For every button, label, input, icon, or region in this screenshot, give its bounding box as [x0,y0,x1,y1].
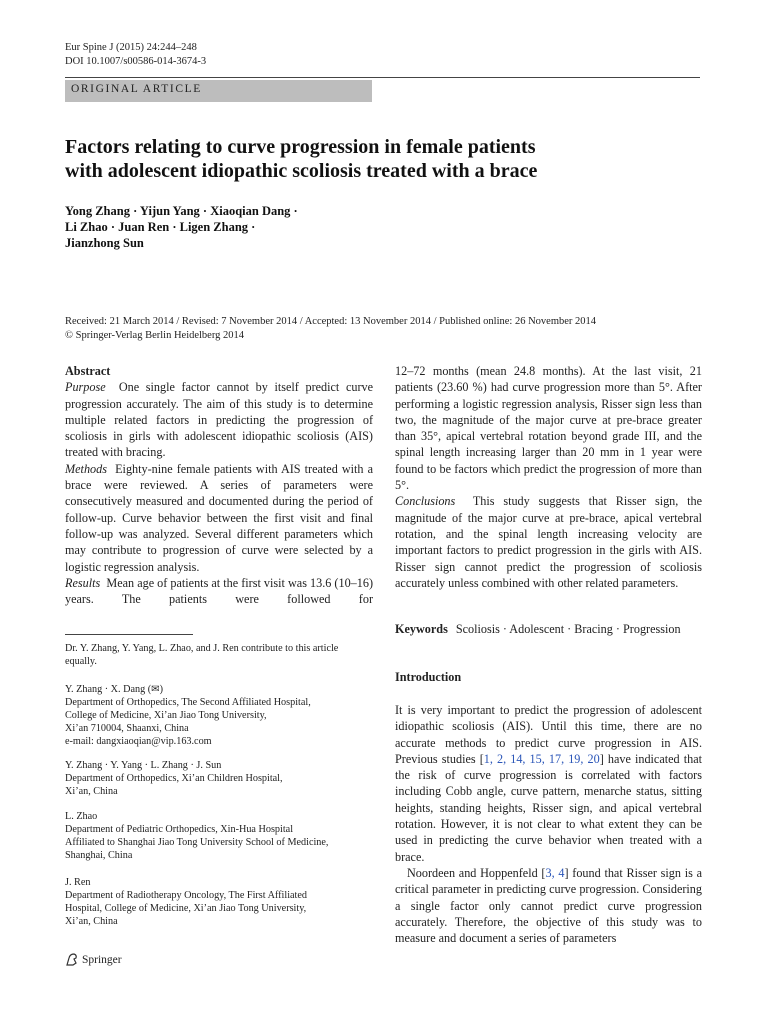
article-title [65,135,705,183]
publication-history [65,315,705,343]
contribution-line-1: Dr. Y. Zhang, Y. Yang, L. Zhao, and J. Ren contribute to this article [65,643,339,654]
aff1-line: Xi’an 710004, Shaanxi, China [65,723,189,734]
aff4-line: Department of Radiotherapy Oncology, The First Affiliated [65,890,307,901]
authors-line-3: Jianzhong Sun [65,236,144,250]
authors-line-1: Yong Zhang · Yijun Yang · Xiaoqian Dang · [65,204,298,218]
keywords-label: Keywords [395,622,448,636]
conclusions-text: This study suggests that Risser sign, the magnitude of the major curve at pre-brace, apical vertebral rotation, and the spinal length increasing velocity are important factors to predict progression in the girls with AIS. Risser sign cannot predict the progression of scoliosis accurately unless combined with other related parameters. [395,494,702,590]
abstract-conclusions [395,493,702,591]
article-type-banner [65,80,372,102]
results-text-part2: 12–72 months (mean 24.8 months). At the last visit, 21 patients (23.60 %) had curve progression more than 5°. After performing a logistic regression analysis, Risser sign less than two, the magnitude of the major curve at pre-brace greater than 35°, apical vertebral rotation beyond grade III, and the spinal length increasing larger than 20 mm in 1 year were found to be factors which predict the progression of more than 5°. [395,364,702,493]
aff2-authors: Y. Zhang · Y. Yang · L. Zhang · J. Sun [65,760,222,771]
methods-label: Methods [65,461,107,476]
contribution-line-2: equally. [65,656,97,667]
article-type-label: ORIGINAL ARTICLE [71,83,202,95]
title-line-2: with adolescent idiopathic scoliosis treated with a brace [65,160,538,182]
aff1-line: Department of Orthopedics, The Second Affiliated Hospital, [65,697,311,708]
introduction-body [395,702,702,946]
results-label: Results [65,575,101,590]
aff4-line: Xi’an, China [65,916,118,927]
publisher-name: Springer [82,954,122,966]
affiliation-3 [65,810,375,862]
intro-paragraph-2 [395,865,702,946]
aff3-line: Shanghai, China [65,850,133,861]
author-list [65,203,485,251]
aff2-line: Department of Orthopedics, Xi’an Children Hospital, [65,773,283,784]
conclusions-label: Conclusions [395,494,456,509]
aff3-authors: L. Zhao [65,811,98,822]
journal-citation: Eur Spine J (2015) 24:244–248 [65,42,197,53]
abstract-purpose [65,379,373,460]
purpose-text: One single factor cannot by itself predict curve progression accurately. The aim of this study is to determine multiple related factors in predicting the progression of scoliosis in girls with adolescent idiopathic scoliosis (AIS) treated with bracing. [65,380,374,460]
intro-p1-text: ] have indicated that the risk of curve progression is correlated with factors including Cobb angle, curve pattern, menarche status, sitting heights, standing heights, Risser sign, and apical vertebral rotation. However, it is not clear to what extent they can be used in predicting the curve behavior when treated with a brace. [395,751,702,864]
title-line-1: Factors relating to curve progression in female patients [65,136,536,158]
abstract-methods [65,461,373,575]
abstract-results [65,575,373,608]
aff4-authors: J. Ren [65,877,91,888]
affiliation-4 [65,876,375,928]
abstract-column-right [395,363,702,591]
abstract-column-left [65,363,373,607]
keywords [395,621,705,637]
footnote-rule [65,634,193,635]
aff3-line: Affiliated to Shanghai Jiao Tong University School of Medicine, [65,837,329,848]
introduction-heading: Introduction [395,670,462,684]
aff1-line: College of Medicine, Xi’an Jiao Tong University, [65,710,267,721]
header-rule [65,77,700,78]
intro-p1-text: It is very important to predict the progression of adolescent idiopathic scoliosis (AIS). Until this time, there are no accurate methods to predict curve progression in AIS. Previous studies [ [395,703,702,766]
abstract-heading: Abstract [65,364,111,378]
doi: DOI 10.1007/s00586-014-3674-3 [65,56,207,67]
affiliation-1 [65,683,375,748]
intro-p2-text: ] found that Risser sign is a critical parameter in predicting curve progression. Considering a single factor only cannot predict curve progression accurately. Therefore, the objective of this study was to measure and document a series of parameters [395,865,703,946]
aff4-line: Hospital, College of Medicine, Xi’an Jiao Tong University, [65,903,307,914]
intro-p2-text: Noordeen and Hoppenfeld [ [407,865,546,880]
aff3-line: Department of Pediatric Orthopedics, Xin-Hua Hospital [65,824,294,835]
aff2-line: Xi’an, China [65,786,118,797]
methods-text: Eighty-nine female patients with AIS treated with a brace were reviewed. A series of parameters were consecutively measured and documented during the period of follow-up. Curve behavior between the first visit and final follow-up was analyzed. Several different parameters which may contribute to progression of curve were selected by a logistic regression analysis. [65,461,373,574]
contribution-note [65,642,375,668]
dates-line: Received: 21 March 2014 / Revised: 7 November 2014 / Accepted: 13 November 2014 / Published online: 26 November 2014 [65,316,597,327]
purpose-label: Purpose [65,380,106,395]
citation-link[interactable]: 1, 2, 14, 15, 17, 19, 20 [483,751,600,766]
citation-link[interactable]: 3, 4 [545,865,565,880]
aff1-email: e-mail: dangxiaoqian@vip.163.com [65,736,212,747]
publisher-footer [65,952,122,966]
springer-horse-icon [65,952,79,966]
keywords-text: Scoliosis · Adolescent · Bracing · Progression [455,622,681,636]
authors-line-2: Li Zhao · Juan Ren · Ligen Zhang · [65,220,256,234]
results-text-part1: Mean age of patients at the first visit was 13.6 (10–16) years. The patients were followed for [65,575,374,607]
intro-paragraph-1 [395,702,702,865]
affiliation-2 [65,759,375,798]
copyright-line: © Springer-Verlag Berlin Heidelberg 2014 [65,330,245,341]
aff1-authors: Y. Zhang · X. Dang (✉) [65,684,164,695]
